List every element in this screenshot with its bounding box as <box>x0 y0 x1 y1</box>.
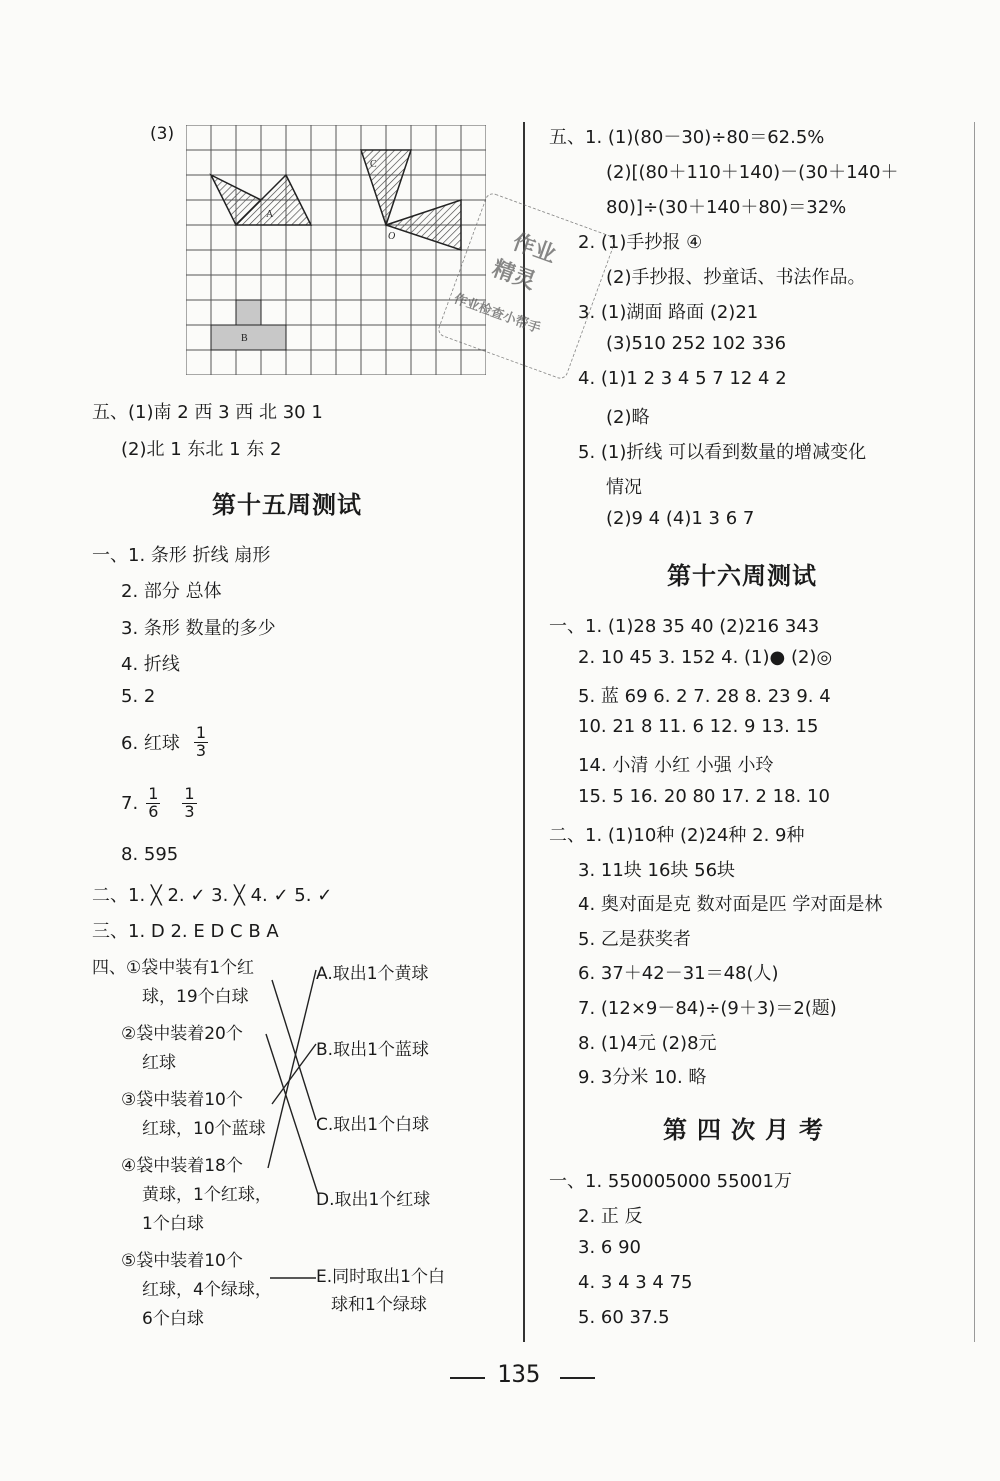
match-left-line: 红球，10个蓝球 <box>142 1119 266 1139</box>
watermark-line-3: 作业检查小帮手 <box>451 291 543 337</box>
week15-q5: 5. 2 <box>121 686 156 707</box>
match-left-line: 红球 <box>142 1053 176 1073</box>
grid-figure <box>186 125 486 375</box>
fraction <box>146 786 160 821</box>
page-edge-line <box>974 122 975 1342</box>
answer5-line-3: 80)]÷(30＋140＋80)＝32% <box>606 197 847 218</box>
answer5-line-10: 5. (1)折线 可以看到数量的增减变化 <box>578 442 867 463</box>
answer-five-line-2: (2)北 1 东北 1 东 2 <box>121 439 282 460</box>
month4-line: 一、1. 550005000 55001万 <box>549 1171 792 1192</box>
week16-line: 3. 11块 16块 56块 <box>578 860 736 881</box>
week15-q6-label: 6. 红球 <box>121 733 180 755</box>
fraction <box>182 786 196 821</box>
match-line <box>268 970 316 1168</box>
week16-title: 第十六周测试 <box>667 562 817 590</box>
answer5-line-8: 4. (1)1 2 3 4 5 7 12 4 2 <box>578 368 787 389</box>
answer5-line-1: 五、1. (1)(80－30)÷80＝62.5% <box>549 127 825 148</box>
answer5-line-2: (2)[(80＋110＋140)－(30＋140＋ <box>606 162 899 183</box>
shape-c <box>361 150 411 225</box>
match-left-line: 黄球，1个红球， <box>142 1185 272 1205</box>
week15-q8: 8. 595 <box>121 844 179 865</box>
fraction-numerator: 1 <box>195 723 207 742</box>
match-left-line: 1个白球 <box>142 1214 204 1234</box>
month4-line: 3. 6 90 <box>578 1237 641 1258</box>
match-right-d: D.取出1个红球 <box>316 1190 431 1210</box>
week16-line: 7. (12×9－84)÷(9＋3)＝2(题) <box>578 998 837 1019</box>
week16-line: 14. 小清 小红 小强 小玲 <box>578 755 774 776</box>
week16-line: 5. 蓝 69 6. 2 7. 28 8. 23 9. 4 <box>578 686 831 707</box>
match-left-line: 四、①袋中装有1个红 <box>92 958 255 978</box>
week15-q4: 4. 折线 <box>121 654 180 675</box>
week16-line: 2. 10 45 3. 152 4. (1)● (2)◎ <box>578 647 833 668</box>
match-left-line: 6个白球 <box>142 1309 204 1329</box>
week15-q1: 一、1. 条形 折线 扇形 <box>92 545 271 566</box>
match-left-line: ④袋中装着18个 <box>121 1156 243 1176</box>
week15-section-three: 三、1. D 2. E D C B A <box>92 921 279 942</box>
answer5-line-7: (3)510 252 102 336 <box>606 333 787 354</box>
week15-q2: 2. 部分 总体 <box>121 581 222 602</box>
watermark-line-2: 精灵 <box>488 256 539 295</box>
fraction-denominator: 3 <box>195 740 207 760</box>
fraction <box>194 725 208 760</box>
answer5-line-6: 3. (1)湖面 路面 (2)21 <box>578 302 759 323</box>
answer5-line-11: 情况 <box>606 477 642 498</box>
week15-title: 第十五周测试 <box>212 491 362 519</box>
match-right-e1: E.同时取出1个白 <box>316 1267 445 1287</box>
week15-q7-label: 7. <box>121 792 139 814</box>
label-c: C <box>370 159 377 170</box>
week16-line: 5. 乙是获奖者 <box>578 929 691 950</box>
match-left-line: ②袋中装着20个 <box>121 1024 243 1044</box>
week16-line: 9. 3分米 10. 略 <box>578 1067 707 1088</box>
month4-line: 4. 3 4 3 4 75 <box>578 1272 693 1293</box>
match-left-line: 球，19个白球 <box>142 987 249 1007</box>
shape-b-bottom <box>211 325 286 350</box>
answer5-line-4: 2. (1)手抄报 ④ <box>578 232 703 253</box>
answer5-line-5: (2)手抄报、抄童话、书法作品。 <box>606 267 866 288</box>
week16-line: 4. 奥对面是克 数对面是匹 学对面是林 <box>578 894 883 915</box>
matching-lines <box>260 960 320 1300</box>
month4-title: 第四次月考 <box>663 1116 833 1144</box>
week16-line: 15. 5 16. 20 80 17. 2 18. 10 <box>578 786 830 807</box>
grid-question-label: (3) <box>150 124 175 144</box>
week16-line: 10. 21 8 11. 6 12. 9 13. 15 <box>578 716 819 737</box>
label-b: B <box>241 333 248 344</box>
fraction-numerator: 1 <box>148 784 159 803</box>
week16-line: 一、1. (1)28 35 40 (2)216 343 <box>549 616 820 637</box>
match-right-a: A.取出1个黄球 <box>316 964 429 984</box>
match-left-line: ③袋中装着10个 <box>121 1090 243 1110</box>
label-a: A <box>266 209 274 220</box>
week16-line: 二、1. (1)10种 (2)24种 2. 9种 <box>549 825 805 846</box>
week15-section-two: 二、1. ╳ 2. ✓ 3. ╳ 4. ✓ 5. ✓ <box>92 885 333 906</box>
week16-line: 8. (1)4元 (2)8元 <box>578 1033 717 1054</box>
fraction-denominator: 3 <box>184 801 195 821</box>
week15-q6 <box>121 725 212 760</box>
shape-b-top <box>236 300 261 325</box>
match-right-c: C.取出1个白球 <box>316 1115 430 1135</box>
match-right-e2: 球和1个绿球 <box>331 1295 427 1315</box>
fraction-denominator: 6 <box>148 801 159 821</box>
footer-dash-left <box>450 1377 485 1379</box>
watermark-line-1: 作业 <box>509 229 560 269</box>
footer-dash-right <box>560 1377 595 1379</box>
match-left-line: ⑤袋中装着10个 <box>121 1251 243 1271</box>
week15-q7 <box>121 786 201 821</box>
match-right-b: B.取出1个蓝球 <box>316 1040 429 1060</box>
page-number: 135 <box>497 1360 541 1388</box>
shape-o-triangle <box>386 200 461 250</box>
month4-line: 5. 60 37.5 <box>578 1307 670 1328</box>
week15-q3: 3. 条形 数量的多少 <box>121 618 276 639</box>
month4-line: 2. 正 反 <box>578 1206 643 1227</box>
answer-five-line-1: 五、(1)南 2 西 3 西 北 30 1 <box>92 402 323 423</box>
match-line <box>266 1034 318 1194</box>
fraction-numerator: 1 <box>184 784 195 803</box>
answer5-line-12: (2)9 4 (4)1 3 6 7 <box>606 508 755 529</box>
match-line <box>272 980 316 1120</box>
week16-line: 6. 37＋42－31＝48(人) <box>578 963 779 984</box>
match-left-line: 红球，4个绿球， <box>142 1280 272 1300</box>
label-o: O <box>388 231 396 242</box>
matching-left-list <box>92 954 282 1334</box>
answer5-line-9: (2)略 <box>606 407 650 428</box>
